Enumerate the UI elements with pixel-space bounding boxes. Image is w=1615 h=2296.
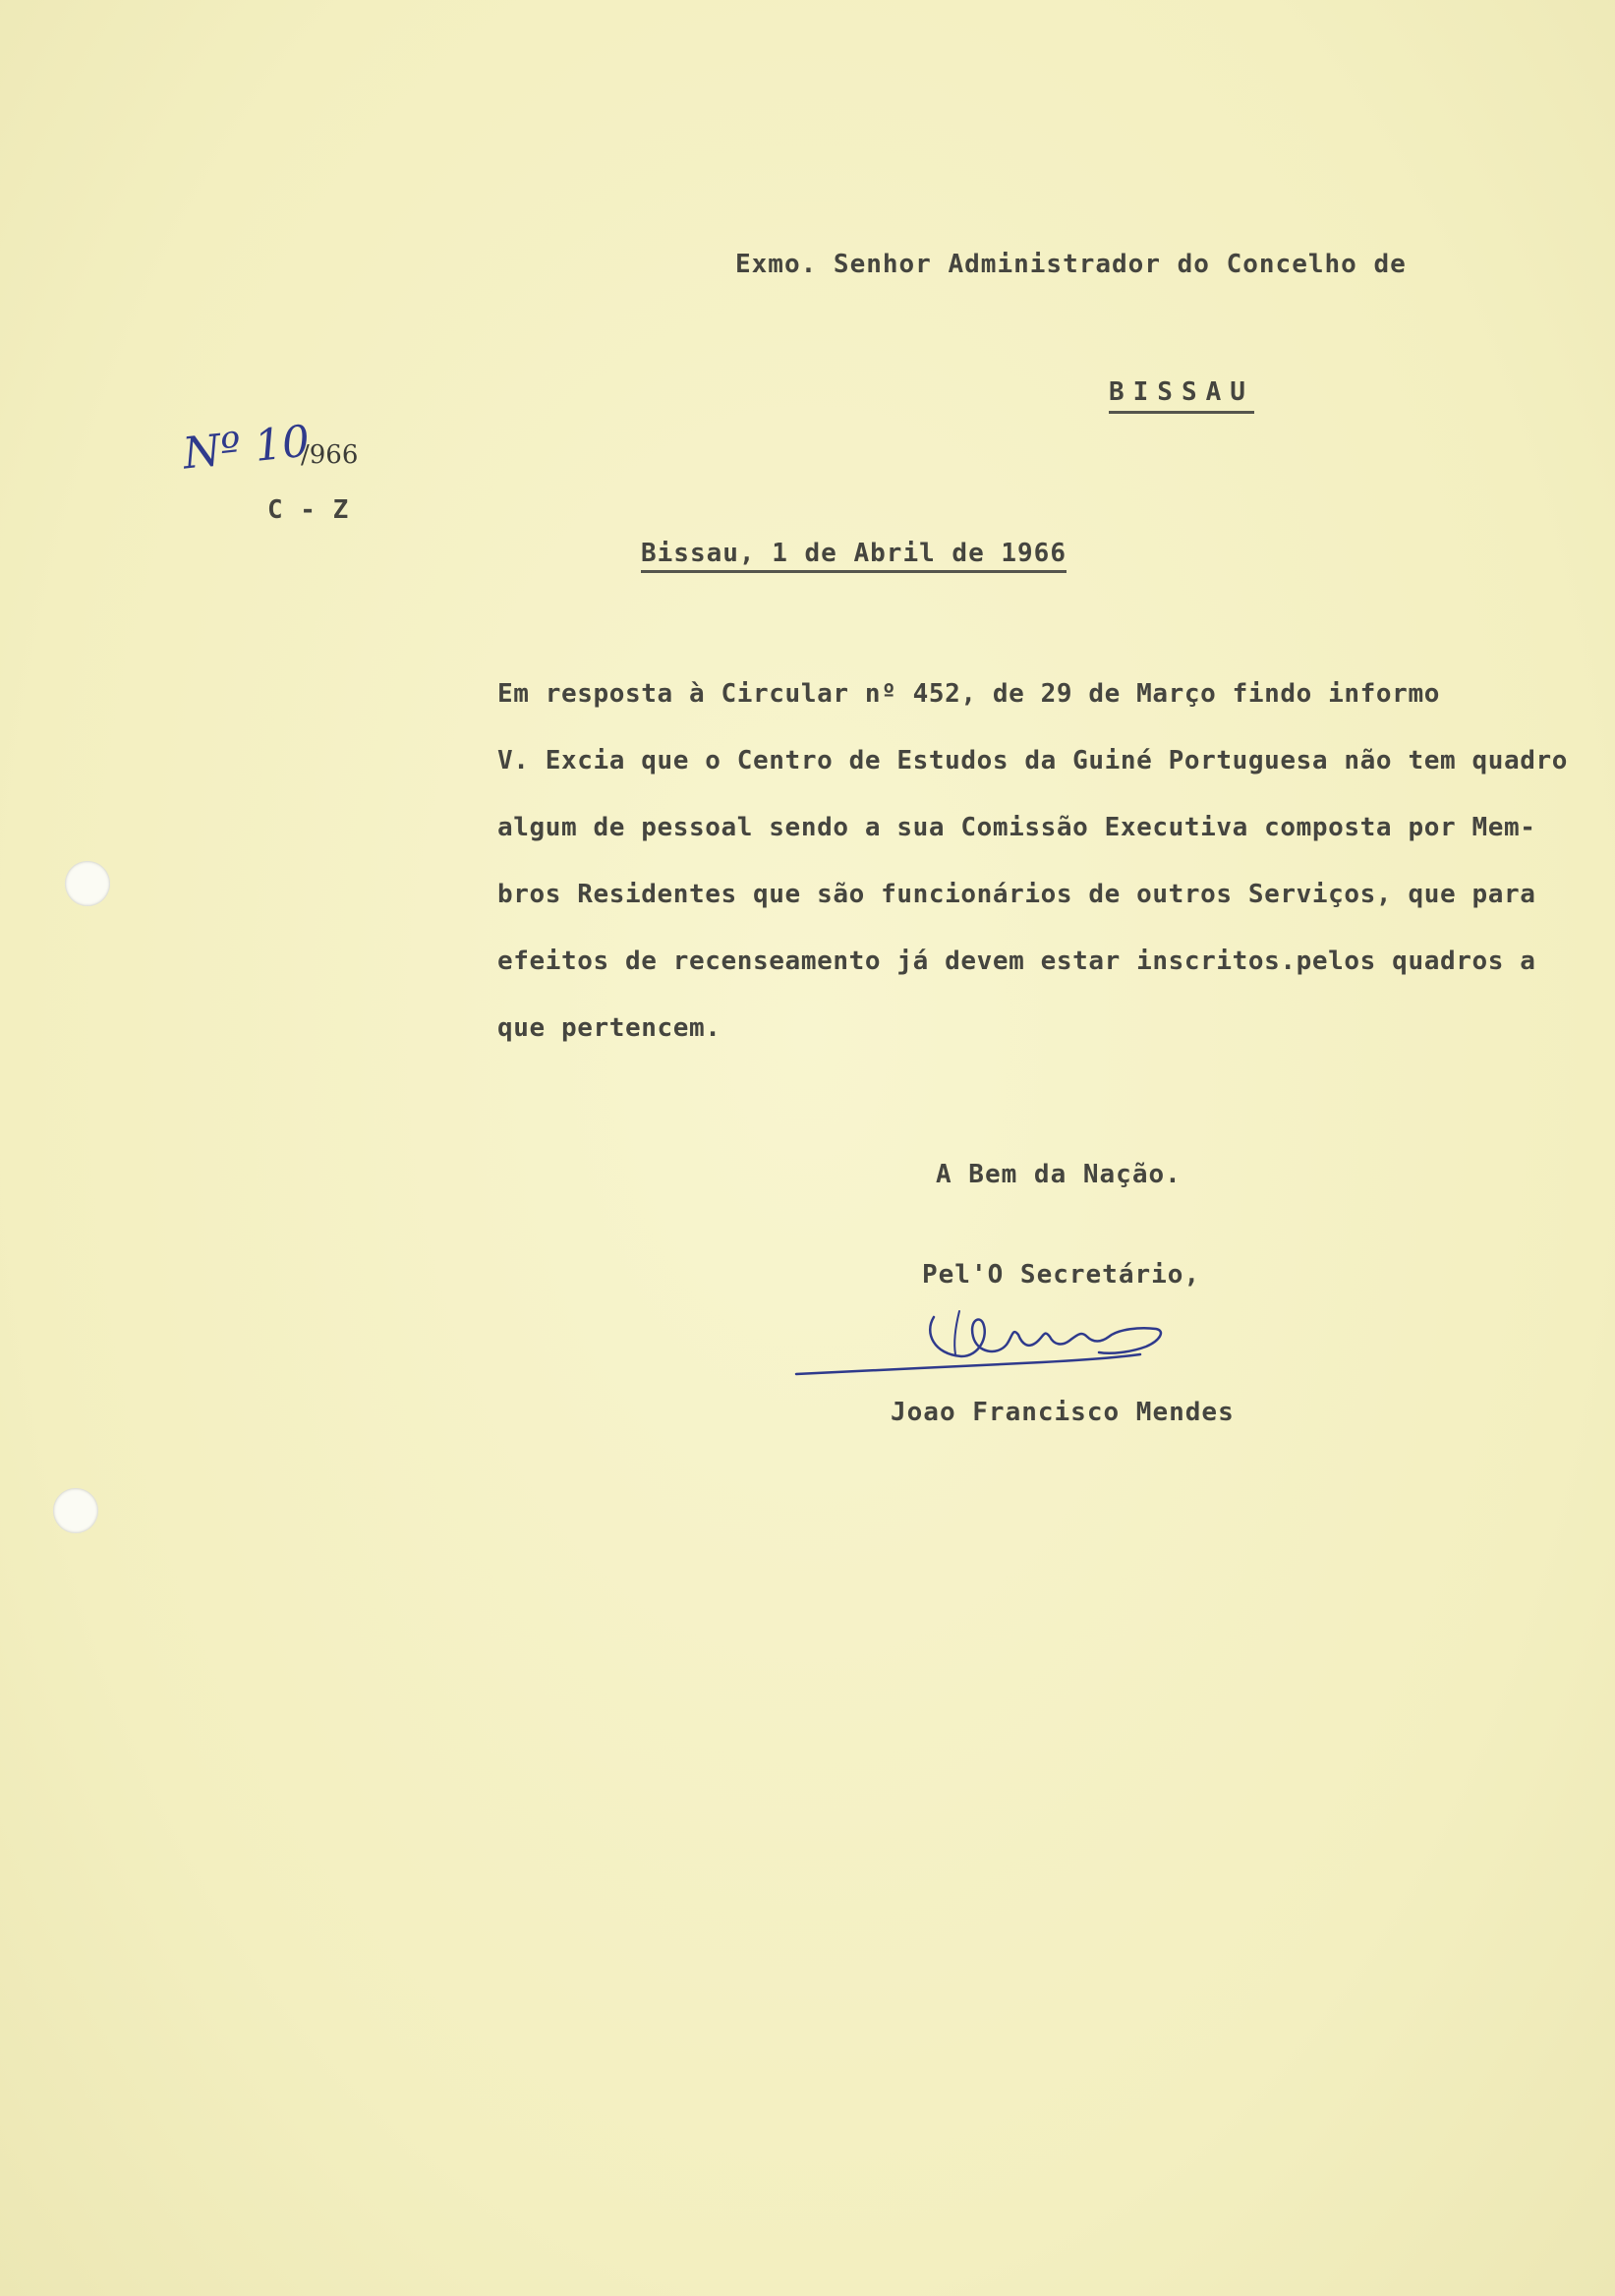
- body-line: que pertencem.: [497, 1013, 721, 1043]
- reference-code: C - Z: [267, 495, 350, 525]
- letter-body: [497, 660, 1598, 1062]
- signoff: Pel'O Secretário,: [922, 1260, 1201, 1290]
- body-line: efeitos de recenseamento já devem estar inscritos.pelos quadros a: [497, 947, 1536, 976]
- body-line: V. Excia que o Centro de Estudos da Guiné Portuguesa não tem quadro: [497, 746, 1568, 775]
- closing-phrase: A Bem da Nação.: [936, 1160, 1182, 1189]
- body-line: Em resposta à Circular nº 452, de 29 de Março findo informo: [497, 679, 1440, 709]
- reference-year: /966: [301, 440, 359, 470]
- dateline: Bissau, 1 de Abril de 1966: [641, 539, 1067, 573]
- punch-hole: [65, 861, 110, 906]
- handwritten-reference-number: Nº 10: [180, 416, 313, 480]
- body-line: bros Residentes que são funcionários de outros Serviços, que para: [497, 880, 1536, 909]
- punch-hole: [53, 1488, 98, 1533]
- signer-name: Joao Francisco Mendes: [891, 1398, 1235, 1427]
- body-line: algum de pessoal sendo a sua Comissão Executiva composta por Mem-: [497, 813, 1536, 842]
- addressee-city: BISSAU: [1109, 377, 1254, 414]
- handwritten-signature: [786, 1297, 1219, 1396]
- addressee-line: Exmo. Senhor Administrador do Concelho de: [735, 250, 1407, 279]
